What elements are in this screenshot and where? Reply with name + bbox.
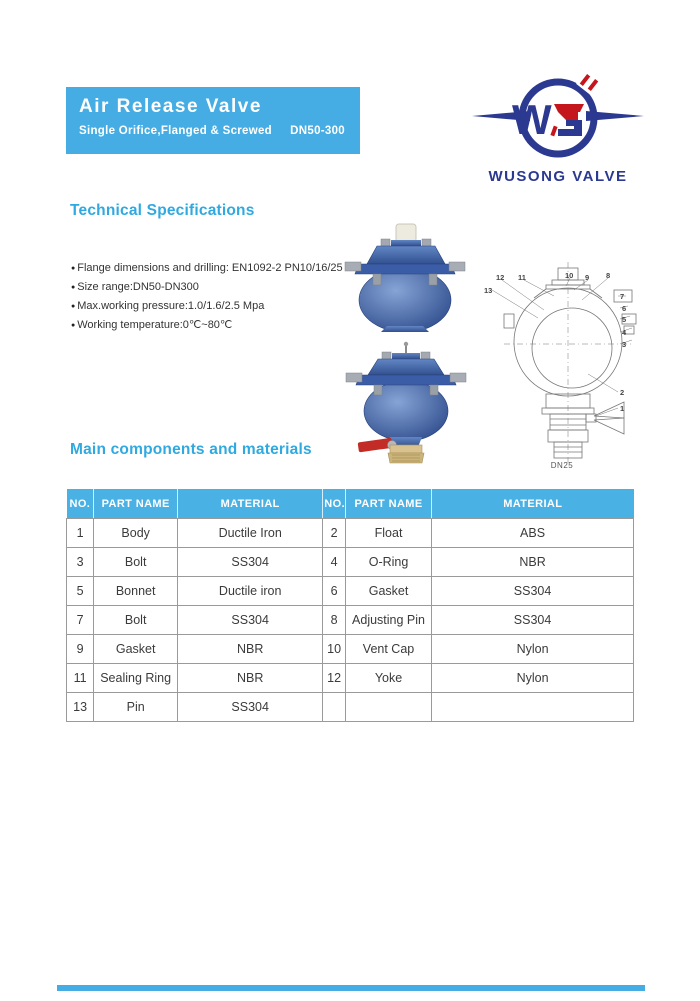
material-cell: SS304 bbox=[178, 606, 323, 635]
col-header-no: NO. bbox=[67, 489, 94, 519]
col-header-material: MATERIAL bbox=[178, 489, 323, 519]
part-name-cell: Bolt bbox=[94, 548, 178, 577]
part-name-cell bbox=[345, 693, 431, 722]
table-row bbox=[67, 519, 634, 548]
part-name-cell: Body bbox=[94, 519, 178, 548]
material-cell: Ductile Iron bbox=[178, 519, 323, 548]
components-table-header bbox=[67, 489, 634, 519]
no-cell: 1 bbox=[67, 519, 94, 548]
no-cell bbox=[323, 693, 346, 722]
spec-item: ● Flange dimensions and drilling: EN1092-2 PN10/16/25 bbox=[71, 259, 343, 278]
no-cell: 13 bbox=[67, 693, 94, 722]
bullet-icon: ● bbox=[71, 303, 76, 310]
spec-item: ● Max.working pressure:1.0/1.6/2.5 Mpa bbox=[71, 297, 343, 316]
part-name-cell: Vent Cap bbox=[345, 635, 431, 664]
callout-12: 12 bbox=[496, 273, 505, 282]
material-cell: SS304 bbox=[432, 606, 634, 635]
callout-11: 11 bbox=[518, 273, 526, 282]
brand-name: WUSONG VALVE bbox=[488, 168, 628, 185]
part-name-cell: Adjusting Pin bbox=[345, 606, 431, 635]
no-cell: 12 bbox=[323, 664, 346, 693]
material-cell: SS304 bbox=[432, 577, 634, 606]
table-row bbox=[67, 664, 634, 693]
material-cell: SS304 bbox=[178, 693, 323, 722]
section-title-components: Main components and materials bbox=[70, 441, 312, 458]
callout-5: 5 bbox=[622, 315, 627, 324]
table-row bbox=[67, 606, 634, 635]
product-header-banner bbox=[66, 87, 360, 154]
part-name-cell: Yoke bbox=[345, 664, 431, 693]
spec-item: ● Size range:DN50-DN300 bbox=[71, 278, 343, 297]
material-cell: SS304 bbox=[178, 548, 323, 577]
part-name-cell: Gasket bbox=[345, 577, 431, 606]
material-cell: Ductile iron bbox=[178, 577, 323, 606]
product-size-range: DN50-300 bbox=[290, 125, 345, 137]
section-title-technical: Technical Specifications bbox=[70, 202, 255, 219]
no-cell: 6 bbox=[323, 577, 346, 606]
material-cell bbox=[432, 693, 634, 722]
drawing-size-label: DN25 bbox=[550, 461, 574, 470]
part-name-cell: Float bbox=[345, 519, 431, 548]
table-row bbox=[67, 548, 634, 577]
callout-2: 2 bbox=[620, 388, 625, 397]
material-cell: NBR bbox=[432, 548, 634, 577]
no-cell: 3 bbox=[67, 548, 94, 577]
no-cell: 8 bbox=[323, 606, 346, 635]
col-header-no: NO. bbox=[323, 489, 346, 519]
no-cell: 9 bbox=[67, 635, 94, 664]
callout-9: 9 bbox=[585, 273, 590, 282]
part-name-cell: Bolt bbox=[94, 606, 178, 635]
footer-accent-bar bbox=[57, 985, 645, 991]
valve-photo-flanged bbox=[343, 220, 467, 337]
components-table bbox=[66, 489, 634, 722]
callout-4: 4 bbox=[622, 328, 627, 337]
part-name-cell: O-Ring bbox=[345, 548, 431, 577]
part-name-cell: Bonnet bbox=[94, 577, 178, 606]
spec-list bbox=[71, 259, 343, 335]
material-cell: NBR bbox=[178, 635, 323, 664]
table-row bbox=[67, 577, 634, 606]
no-cell: 11 bbox=[67, 664, 94, 693]
wusong-logo-icon bbox=[470, 70, 646, 166]
material-cell: ABS bbox=[432, 519, 634, 548]
part-name-cell: Sealing Ring bbox=[94, 664, 178, 693]
spec-item: ● Working temperature:0℃~80℃ bbox=[71, 316, 343, 335]
callout-13: 13 bbox=[484, 286, 493, 295]
valve-photo-screwed bbox=[342, 341, 470, 470]
callout-1: 1 bbox=[620, 404, 625, 413]
bullet-icon: ● bbox=[71, 265, 76, 272]
callout-8: 8 bbox=[606, 271, 611, 280]
callout-10: 10 bbox=[565, 271, 574, 280]
product-subtitle: Single Orifice,Flanged & Screwed bbox=[79, 125, 273, 137]
no-cell: 7 bbox=[67, 606, 94, 635]
company-logo bbox=[468, 70, 648, 185]
callout-3: 3 bbox=[622, 340, 627, 349]
material-cell: NBR bbox=[178, 664, 323, 693]
col-header-material: MATERIAL bbox=[432, 489, 634, 519]
no-cell: 5 bbox=[67, 577, 94, 606]
col-header-part-name: PART NAME bbox=[345, 489, 431, 519]
logo-monogram: W bbox=[512, 96, 552, 143]
table-row bbox=[67, 693, 634, 722]
table-row bbox=[67, 635, 634, 664]
material-cell: Nylon bbox=[432, 635, 634, 664]
sectional-drawing bbox=[476, 256, 648, 468]
part-name-cell: Pin bbox=[94, 693, 178, 722]
bullet-icon: ● bbox=[71, 322, 76, 329]
callout-7: 7 bbox=[620, 292, 625, 301]
col-header-part-name: PART NAME bbox=[94, 489, 178, 519]
no-cell: 4 bbox=[323, 548, 346, 577]
components-table-body bbox=[67, 519, 634, 722]
bullet-icon: ● bbox=[71, 284, 76, 291]
product-title: Air Release Valve bbox=[79, 96, 262, 117]
callout-6: 6 bbox=[622, 304, 627, 313]
material-cell: Nylon bbox=[432, 664, 634, 693]
no-cell: 2 bbox=[323, 519, 346, 548]
part-name-cell: Gasket bbox=[94, 635, 178, 664]
no-cell: 10 bbox=[323, 635, 346, 664]
